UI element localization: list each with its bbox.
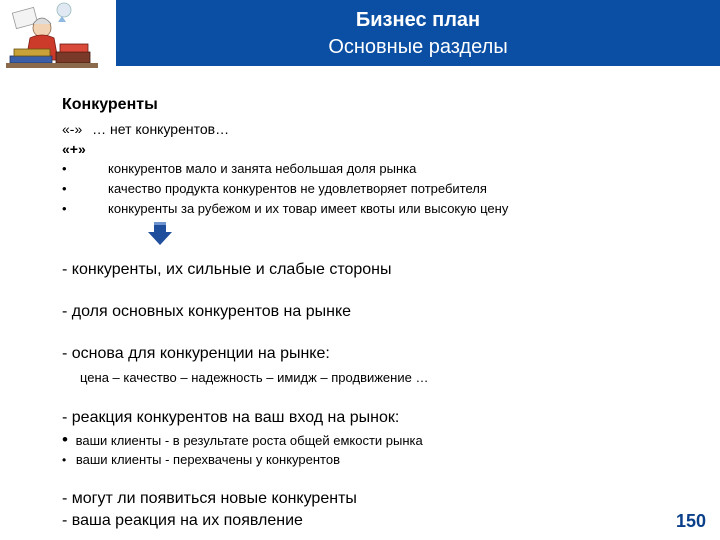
list-item	[62, 430, 423, 450]
bullet-icon: •	[62, 161, 67, 176]
bullet-text: конкурентов мало и занята небольшая доля рынка	[108, 161, 417, 176]
point-market-share: - доля основных конкурентов на рынке	[62, 303, 352, 320]
clients-growth: ваши клиенты - в результате роста общей емкости рынка	[75, 433, 423, 448]
bullet-text: качество продукта конкурентов не удовлетворяет потребителя	[108, 181, 487, 196]
bullet-icon: •	[62, 181, 67, 196]
bullet-icon: •	[62, 453, 67, 467]
header-bar	[116, 0, 720, 66]
logo	[0, 0, 116, 80]
bullet-text: конкуренты за рубежом и их товар имеет квоты или высокую цену	[108, 201, 509, 216]
list-item	[62, 452, 340, 467]
point-competition-basis: - основа для конкуренции на рынке:	[62, 345, 330, 362]
minus-line	[62, 121, 229, 137]
section-title: Конкуренты	[62, 96, 158, 113]
plus-sign: «+»	[62, 141, 86, 157]
point-reaction: - реакция конкурентов на ваш вход на рынок:	[62, 409, 400, 426]
minus-sign: «-»	[62, 121, 83, 137]
arrow-down-icon	[146, 222, 174, 251]
list-item	[62, 161, 622, 177]
page-number: 150	[675, 511, 706, 531]
competition-factors: цена – качество – надежность – имидж – продвижение …	[80, 370, 429, 385]
bullet-icon: •	[62, 201, 67, 216]
point-new-competitors: - могут ли появиться новые конкуренты	[62, 490, 357, 507]
list-item	[62, 201, 622, 217]
list-item	[62, 181, 622, 197]
bullet-icon: •	[62, 430, 68, 449]
scholar-icon	[0, 0, 116, 80]
header-subtitle: Основные разделы	[328, 36, 508, 58]
header-title: Бизнес план	[355, 9, 481, 31]
minus-text: … нет конкурентов…	[92, 121, 230, 137]
point-strengths: - конкуренты, их сильные и слабые стороны	[62, 261, 392, 278]
point-your-reaction: - ваша реакция на их появление	[62, 512, 303, 529]
clients-taken: ваши клиенты - перехвачены у конкурентов	[75, 452, 340, 467]
